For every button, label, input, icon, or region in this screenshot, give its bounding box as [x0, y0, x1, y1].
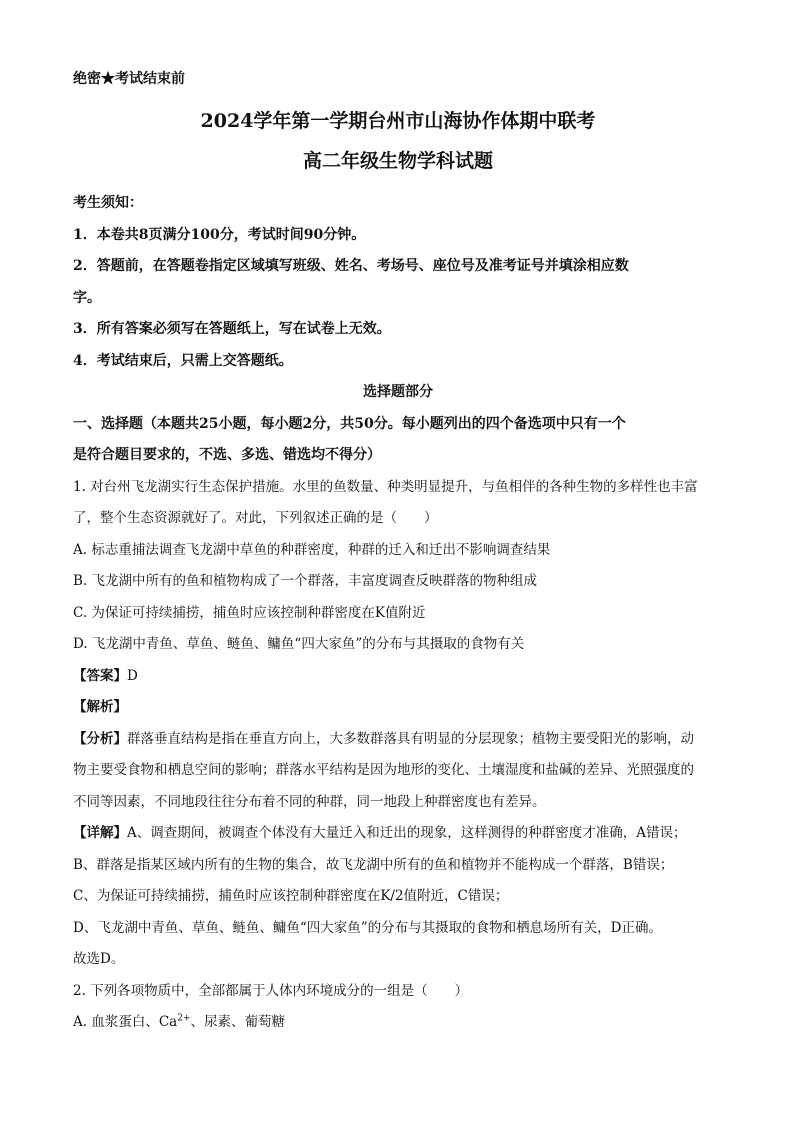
xiangjie-text: B、群落是指某区域内所有的生物的集合，故飞龙湖中所有的鱼和植物并不能构成一个群落，B错误； [73, 856, 674, 873]
question-2 [73, 976, 723, 1039]
section-title: 选择题部分 [363, 384, 433, 400]
notice-item: 4．考试结束后，只需上交答题纸。 [73, 352, 293, 369]
notice-block [73, 188, 723, 377]
answer-value: D [127, 667, 138, 684]
xiangjie-tag: 【详解】 [73, 825, 127, 841]
exam-subtitle: 高二年级生物学科试题 [302, 150, 493, 172]
question-stem: 2. 下列各项物质中，全部都属于人体内环境成分的一组是（ ） [73, 982, 469, 999]
option-a-text: 、尿素、葡萄糖 [190, 1014, 285, 1030]
option-a [73, 1007, 723, 1039]
confidential-label: 绝密★考试结束前 [73, 71, 185, 87]
option-a-text: A. 血浆蛋白、Ca [73, 1014, 178, 1030]
fenxi-text: 物主要受食物和栖息空间的影响；群落水平结构是因为地形的变化、土壤湿度和盐碱的差异、光照强度的 [73, 762, 694, 778]
section-instructions: 一、选择题（本题共25小题，每小题2分，共50分。每小题列出的四个备选项中只有一个 [73, 415, 626, 432]
xiangjie-text: A、调查期间，被调查个体没有大量迁入和迁出的现象，这样测得的种群密度才准确，A错误； [127, 825, 687, 841]
xiangjie-text: C、为保证可持续捕捞，捕鱼时应该控制种群密度在K/2值附近，C错误； [73, 888, 509, 904]
fenxi-tag: 【分析】 [73, 730, 127, 747]
answer-line [73, 661, 723, 693]
fenxi-text: 不同等因素，不同地段往往分布着不同的种群，同一地段上种群密度也有差异。 [73, 793, 546, 810]
exam-title: 2024学年第一学期台州市山海协作体期中联考 [200, 110, 596, 132]
analysis-line [73, 692, 723, 724]
section-instructions: 是符合题目要求的，不选、多选、错选均不得分） [73, 447, 381, 463]
notice-item: 2．答题前，在答题卷指定区域填写班级、姓名、考场号、座位号及准考证号并填涂相应数 [73, 258, 629, 274]
question-stem: 了，整个生态资源就好了。对此，下列叙述正确的是（ ） [73, 510, 438, 526]
fenxi-text: 群落垂直结构是指在垂直方向上，大多数群落具有明显的分层现象；植物主要受阳光的影响，动 [127, 730, 694, 747]
ion-charge: 2+ [177, 1013, 191, 1024]
conclusion-text: 故选D。 [73, 951, 125, 967]
xiangjie-line [73, 818, 723, 850]
question-1 [73, 472, 723, 976]
question-stem: 1. 对台州飞龙湖实行生态保护措施。水里的鱼数量、种类明显提升，与鱼相伴的各种生物的多样性也丰富 [73, 478, 698, 495]
option-b: B. 飞龙湖中所有的鱼和植物构成了一个群落，丰富度调查反映群落的物种组成 [73, 573, 538, 589]
analysis-tag: 【解析】 [73, 699, 127, 715]
notice-item: 字。 [73, 289, 101, 306]
option-d: D. 飞龙湖中青鱼、草鱼、鲢鱼、鳙鱼“四大家鱼”的分布与其摄取的食物有关 [73, 636, 525, 652]
xiangjie-text: D、飞龙湖中青鱼、草鱼、鲢鱼、鳙鱼“四大家鱼”的分布与其摄取的食物和栖息场所有关，D正确。 [73, 919, 662, 936]
notice-item: 3．所有答案必须写在答题纸上，写在试卷上无效。 [73, 321, 391, 337]
option-a: A. 标志重捕法调查飞龙湖中草鱼的种群密度，种群的迁入和迁出不影响调查结果 [73, 541, 551, 558]
fenxi-line [73, 724, 723, 756]
notice-item: 1．本卷共8页满分100分，考试时间90分钟。 [73, 226, 366, 243]
notice-heading: 考生须知： [73, 195, 143, 211]
answer-tag: 【答案】 [73, 667, 127, 684]
exam-page [73, 68, 723, 1039]
option-c: C. 为保证可持续捕捞，捕鱼时应该控制种群密度在K值附近 [73, 604, 426, 621]
